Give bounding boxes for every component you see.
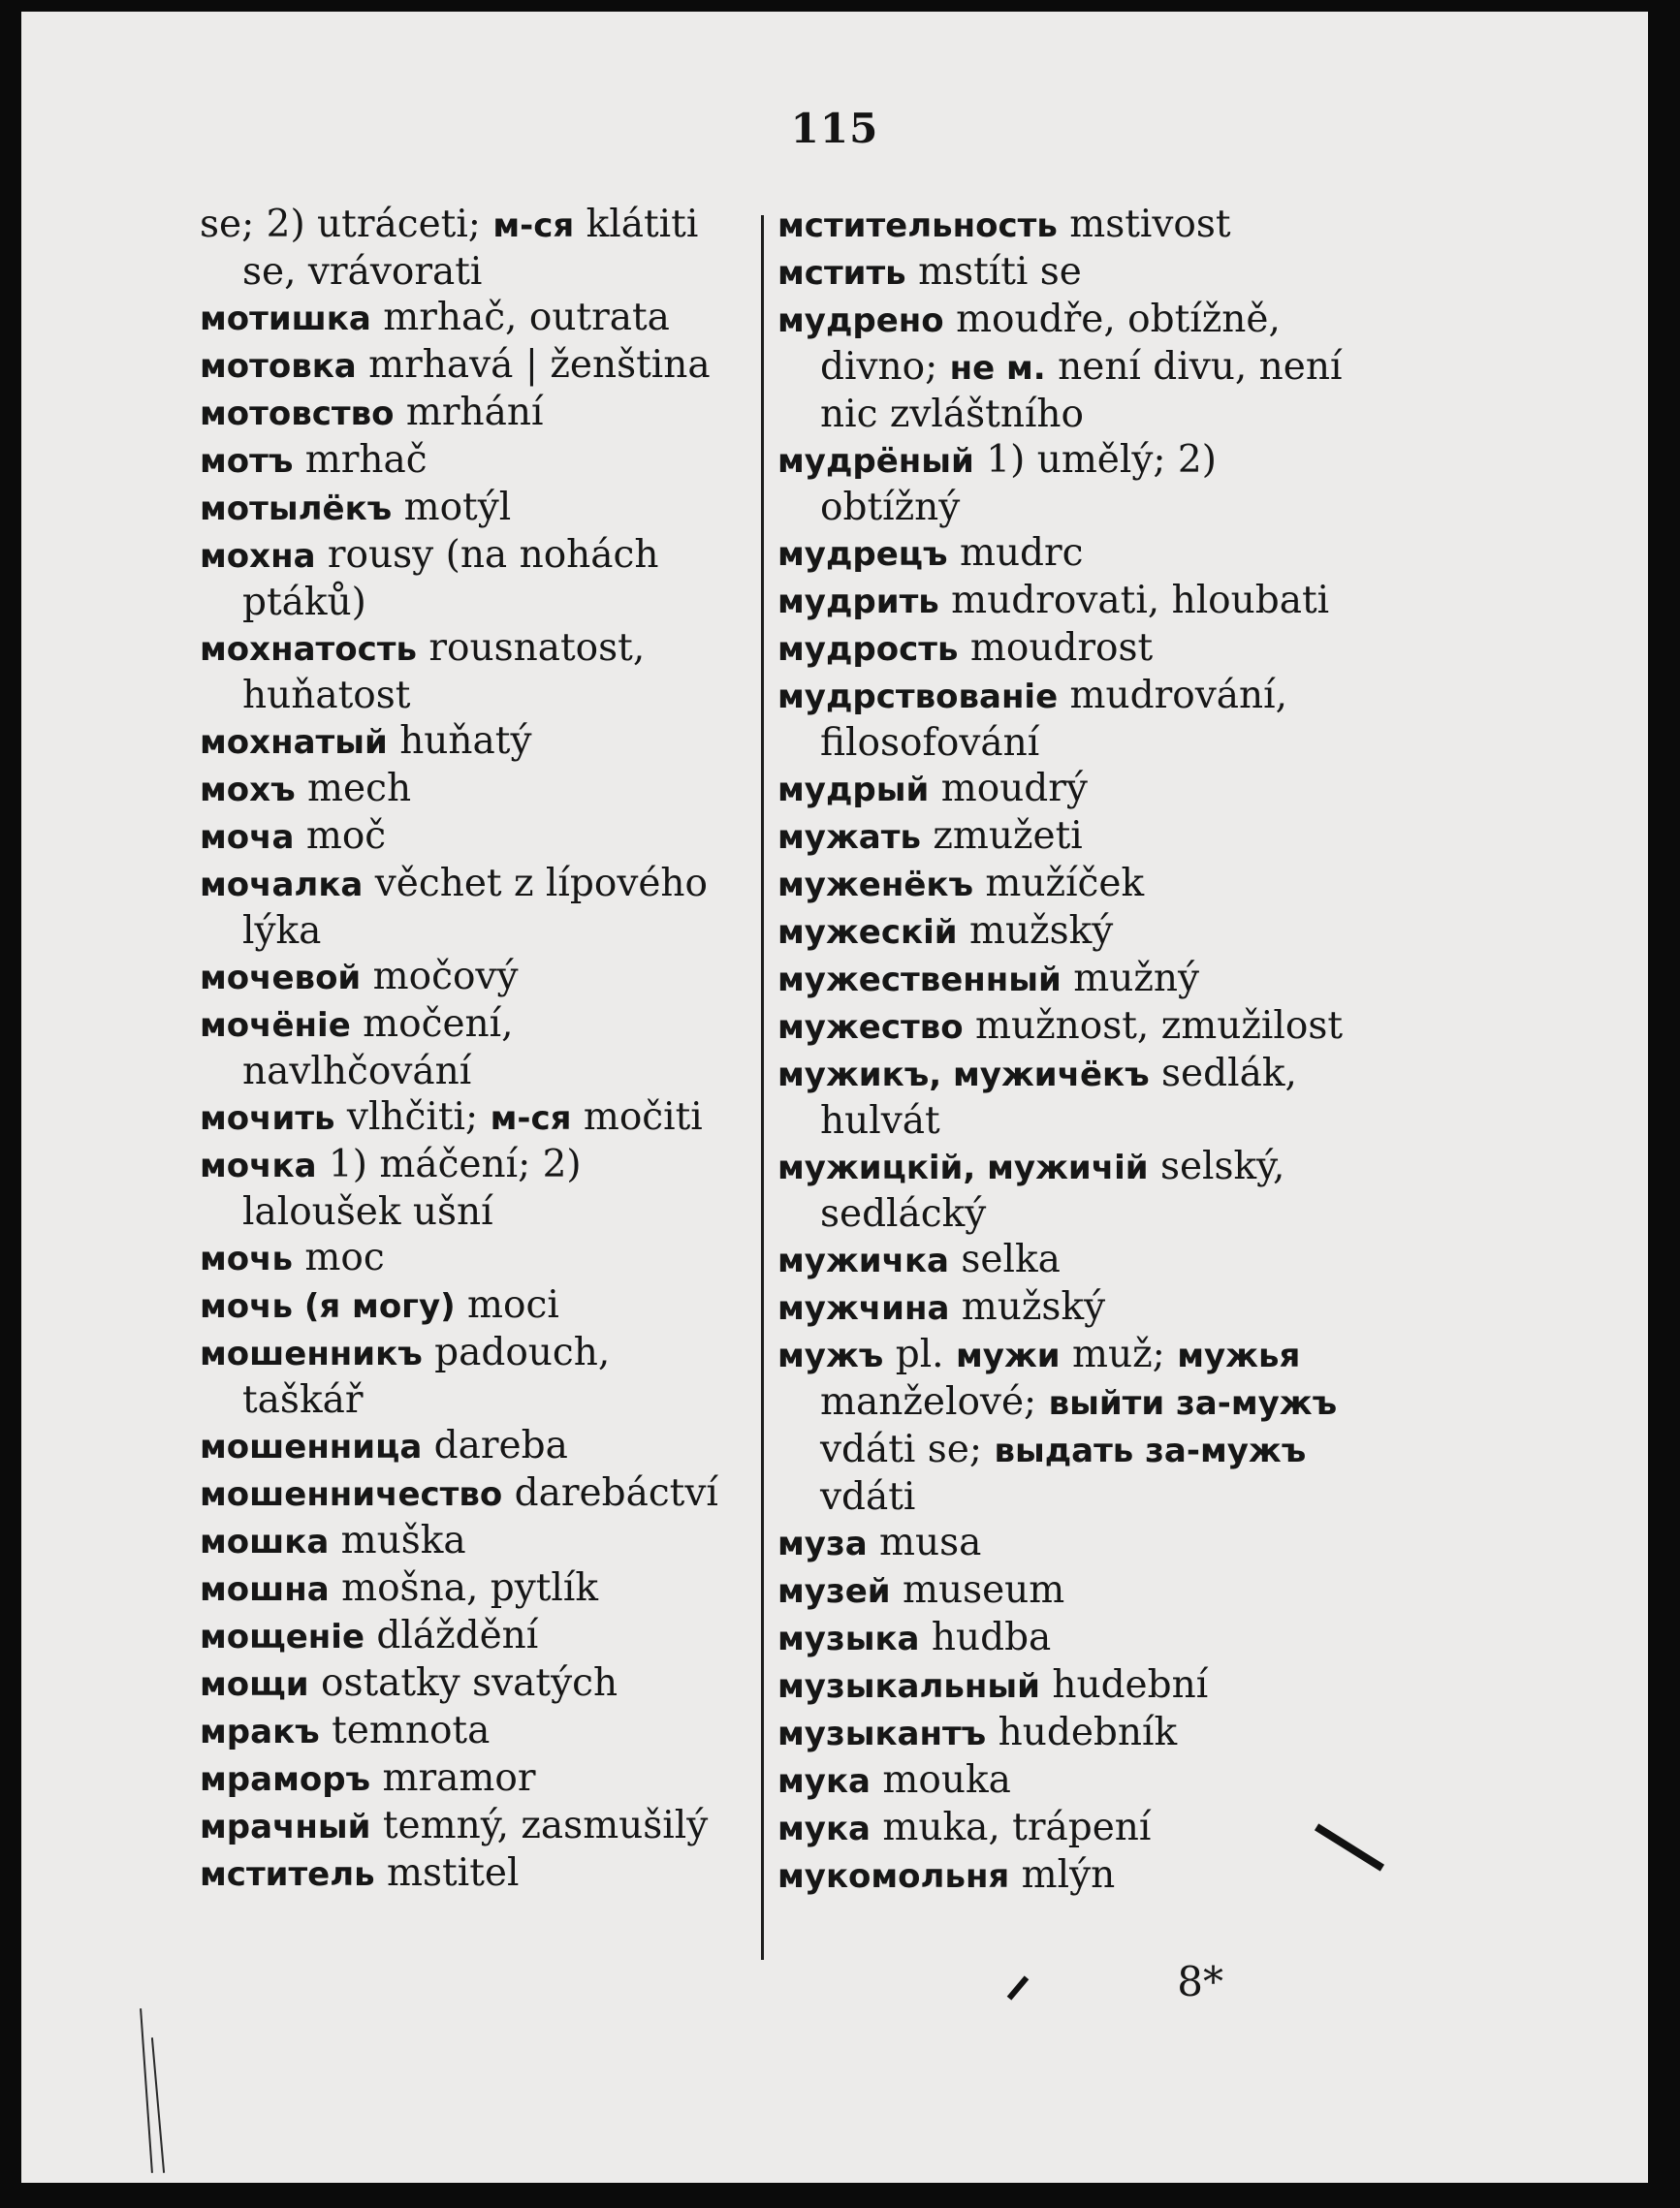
dictionary-entry: [777, 1567, 1359, 1615]
headword: мужчина: [777, 1289, 950, 1328]
definition: dláždění: [365, 1614, 539, 1657]
dictionary-entry: [200, 202, 743, 295]
definition: není divu, není nic zvláštního: [820, 345, 1343, 436]
left-column: [200, 202, 743, 1898]
dictionary-entry: [200, 437, 743, 485]
headword: мотъ: [200, 442, 294, 481]
dictionary-entry: [200, 861, 743, 954]
scan-ink-blot: [1007, 1975, 1030, 2000]
definition: moudrý: [929, 767, 1088, 810]
definition: mstivost: [1057, 203, 1231, 246]
definition: mrhavá | ženština: [356, 343, 711, 387]
definition: huňatý: [387, 719, 532, 763]
headword: мракъ: [200, 1713, 320, 1751]
dictionary-entry: [777, 1520, 1359, 1567]
dictionary-entry: [777, 1710, 1359, 1757]
definition: se; 2) utráceti;: [200, 203, 493, 246]
headword: мужество: [777, 1008, 964, 1047]
definition: věchet z lípového lýka: [242, 862, 709, 953]
definition: ostatky svatých: [308, 1661, 618, 1705]
definition: mudrc: [947, 531, 1084, 575]
headword: м-ся: [492, 206, 575, 245]
headword: мудрость: [777, 630, 959, 669]
definition: klátiti se, vrávorati: [242, 203, 699, 294]
headword: мука: [777, 1810, 871, 1848]
dictionary-entry: [777, 437, 1359, 530]
headword: мудрствованіе: [777, 678, 1059, 716]
dictionary-entry: [200, 625, 743, 718]
definition: moci: [455, 1283, 559, 1327]
headword: мужескій: [777, 913, 958, 952]
dictionary-entry: [777, 1284, 1359, 1332]
headword: мохнатость: [200, 630, 417, 669]
dictionary-entry: [777, 1757, 1359, 1805]
dictionary-entry: [200, 1001, 743, 1094]
definition: moc: [293, 1236, 385, 1279]
definition: dareba: [422, 1424, 568, 1467]
definition: temný, zasmušilý: [370, 1804, 709, 1847]
definition: muka, trápení: [870, 1806, 1152, 1849]
definition: padouch, taškář: [242, 1331, 611, 1422]
headword: мстительность: [777, 206, 1058, 245]
dictionary-entry: [200, 1850, 743, 1898]
headword: не м.: [949, 349, 1046, 388]
definition: mužíček: [973, 862, 1145, 905]
headword: мочалка: [200, 866, 364, 904]
headword: музыкальный: [777, 1667, 1040, 1706]
headword: мужичка: [777, 1242, 949, 1280]
headword: мотылёкъ: [200, 489, 393, 528]
headword: мочить: [200, 1099, 335, 1138]
right-column: [777, 202, 1359, 1900]
definition: 1) máčení; 2) laloušek ušní: [242, 1143, 582, 1234]
column-divider: [761, 215, 764, 1960]
definition: močení, navlhčování: [242, 1002, 514, 1093]
headword: мочка: [200, 1147, 317, 1185]
definition: mramor: [370, 1756, 536, 1800]
definition: mrhání: [394, 391, 544, 434]
definition: mošna, pytlík: [329, 1566, 598, 1610]
headword: мотишка: [200, 300, 371, 338]
definition: vlhčiti;: [334, 1095, 491, 1139]
headword: мраморъ: [200, 1760, 371, 1799]
definition: mouka: [870, 1758, 1011, 1802]
definition: moudrost: [958, 626, 1154, 670]
headword: моча: [200, 818, 295, 857]
definition: 1) umělý; 2) obtížný: [820, 438, 1217, 529]
definition: mstíti se: [905, 250, 1082, 294]
headword: мукомольня: [777, 1857, 1010, 1896]
headword: выйти за-мужъ: [1048, 1384, 1338, 1423]
headword: мотовство: [200, 394, 395, 433]
headword: муженёкъ: [777, 866, 974, 904]
dictionary-entry: [200, 813, 743, 861]
definition: hudební: [1039, 1663, 1209, 1707]
headword: мохна: [200, 537, 316, 576]
headword: мочёніе: [200, 1006, 351, 1045]
dictionary-entry: [777, 908, 1359, 956]
definition: mužný: [1061, 957, 1200, 1000]
dictionary-entry: [200, 390, 743, 437]
dictionary-entry: [200, 532, 743, 625]
dictionary-entry: [777, 249, 1359, 297]
dictionary-page: [21, 12, 1648, 2183]
dictionary-entry: [777, 625, 1359, 673]
definition: mužský: [949, 1285, 1106, 1329]
headword: музыка: [777, 1620, 920, 1658]
definition: rousy (na nohách ptáků): [242, 533, 659, 624]
definition: mužnost, zmužilost: [963, 1004, 1344, 1048]
headword: мохъ: [200, 771, 296, 809]
dictionary-entry: [200, 1142, 743, 1235]
headword: мощи: [200, 1665, 309, 1704]
definition: moč: [294, 814, 387, 858]
dictionary-entry: [200, 1423, 743, 1470]
dictionary-entry: [777, 1615, 1359, 1662]
definition: selka: [948, 1238, 1061, 1281]
headword: мужья: [1177, 1337, 1301, 1375]
definition: mudrování, filosofování: [820, 674, 1288, 765]
headword: музей: [777, 1572, 891, 1611]
definition: temnota: [319, 1709, 491, 1752]
scan-edge-line: [140, 2008, 153, 2173]
definition: mlýn: [1009, 1853, 1116, 1897]
headword: мохнатый: [200, 723, 388, 762]
dictionary-entry: [200, 342, 743, 390]
headword: мудрить: [777, 583, 939, 621]
printer-signature: 8*: [1177, 1958, 1223, 2005]
dictionary-entry: [200, 1470, 743, 1518]
dictionary-entry: [200, 1565, 743, 1613]
definition: darebáctví: [502, 1471, 718, 1515]
definition: mužský: [957, 909, 1114, 953]
definition: manželové;: [820, 1380, 1049, 1424]
definition: museum: [890, 1568, 1065, 1612]
definition: motýl: [392, 486, 512, 529]
headword: мстить: [777, 254, 906, 293]
headword: мощеніе: [200, 1618, 365, 1656]
headword: мужъ: [777, 1337, 884, 1375]
headword: мудрено: [777, 301, 944, 340]
dictionary-entry: [200, 718, 743, 766]
headword: м-ся: [490, 1099, 572, 1138]
definition: zmužeti: [920, 814, 1083, 858]
definition: hudba: [919, 1616, 1052, 1659]
headword: мошенникъ: [200, 1335, 423, 1373]
headword: мотовка: [200, 347, 357, 386]
scan-edge-line: [151, 2037, 165, 2173]
headword: мошка: [200, 1523, 330, 1561]
headword: мужицкій, мужичій: [777, 1149, 1149, 1187]
headword: мошенничество: [200, 1475, 503, 1514]
headword: муза: [777, 1525, 868, 1563]
dictionary-entry: [777, 297, 1359, 437]
headword: музыкантъ: [777, 1715, 987, 1753]
dictionary-entry: [777, 1805, 1359, 1852]
definition: močiti: [571, 1095, 703, 1139]
dictionary-entry: [200, 1660, 743, 1708]
dictionary-entry: [777, 578, 1359, 625]
headword: мужественный: [777, 961, 1062, 999]
dictionary-entry: [777, 1051, 1359, 1144]
headword: мудрёный: [777, 442, 974, 481]
headword: мрачный: [200, 1808, 371, 1846]
definition: muž;: [1060, 1333, 1178, 1376]
dictionary-entry: [777, 813, 1359, 861]
page-number: 115: [790, 105, 879, 152]
dictionary-entry: [200, 1755, 743, 1803]
definition: muška: [329, 1519, 466, 1562]
headword: мука: [777, 1762, 871, 1801]
dictionary-entry: [777, 1852, 1359, 1900]
headword: мошенница: [200, 1428, 423, 1467]
dictionary-entry: [777, 530, 1359, 578]
dictionary-entry: [200, 766, 743, 813]
definition: vdáti: [820, 1475, 916, 1519]
dictionary-entry: [200, 485, 743, 532]
dictionary-entry: [200, 1282, 743, 1330]
definition: vdáti se;: [820, 1428, 995, 1471]
headword: мститель: [200, 1855, 375, 1894]
dictionary-entry: [200, 1518, 743, 1565]
definition: mrhač: [293, 438, 428, 482]
dictionary-entry: [777, 766, 1359, 813]
dictionary-entry: [200, 1613, 743, 1660]
dictionary-entry: [200, 954, 743, 1001]
definition: močový: [361, 955, 519, 998]
definition: selský, sedlácký: [820, 1145, 1285, 1236]
dictionary-entry: [777, 1003, 1359, 1051]
definition: rousnatost, huňatost: [242, 626, 646, 717]
headword: мужи: [955, 1337, 1061, 1375]
headword: мочь: [200, 1240, 293, 1278]
definition: mech: [295, 767, 412, 810]
dictionary-entry: [777, 673, 1359, 766]
dictionary-entry: [777, 956, 1359, 1003]
headword: мудрецъ: [777, 535, 948, 574]
definition: sedlák, hulvát: [820, 1052, 1297, 1143]
definition: hudebník: [986, 1711, 1178, 1754]
dictionary-entry: [200, 1330, 743, 1423]
definition: moudře, obtížně, divno;: [820, 298, 1281, 389]
headword: выдать за-мужъ: [994, 1432, 1307, 1470]
headword: мужать: [777, 818, 921, 857]
dictionary-entry: [777, 202, 1359, 249]
definition: musa: [867, 1521, 982, 1564]
dictionary-entry: [200, 1803, 743, 1850]
headword: мужикъ, мужичёкъ: [777, 1056, 1150, 1094]
dictionary-entry: [777, 1237, 1359, 1284]
definition: mrhač, outrata: [370, 296, 670, 339]
headword: мочь (я могу): [200, 1287, 456, 1326]
headword: мудрый: [777, 771, 930, 809]
dictionary-entry: [777, 1662, 1359, 1710]
headword: мочевой: [200, 959, 362, 997]
headword: мошна: [200, 1570, 330, 1609]
dictionary-entry: [777, 1144, 1359, 1237]
dictionary-entry: [200, 1094, 743, 1142]
dictionary-entry: [777, 861, 1359, 908]
dictionary-entry: [200, 295, 743, 342]
definition: mudrovati, hloubati: [938, 579, 1330, 622]
definition: pl.: [883, 1333, 956, 1376]
dictionary-entry: [200, 1708, 743, 1755]
dictionary-entry: [777, 1332, 1359, 1520]
definition: mstitel: [374, 1851, 520, 1895]
dictionary-entry: [200, 1235, 743, 1282]
